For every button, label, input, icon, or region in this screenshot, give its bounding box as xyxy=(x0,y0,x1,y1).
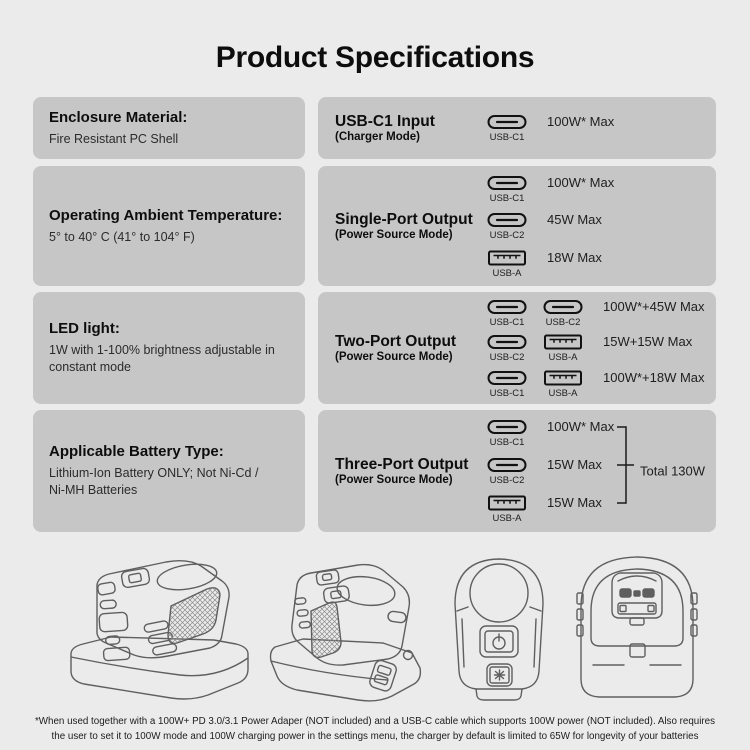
usb-c-icon xyxy=(543,298,583,316)
port-panel-heading xyxy=(335,113,435,143)
port-panel-two-port-output xyxy=(318,292,716,404)
port-label: USB-C1 xyxy=(489,316,525,328)
port-panel-heading xyxy=(335,333,456,363)
port-row xyxy=(487,249,614,279)
port-row xyxy=(487,174,614,204)
port-value: 18W Max xyxy=(547,249,602,265)
footnote xyxy=(0,715,750,744)
usb-c-icon xyxy=(487,174,527,192)
spec-panel-enclosure-material xyxy=(33,97,305,159)
usb-c-icon xyxy=(487,333,527,351)
port-label: USB-C2 xyxy=(489,475,525,486)
footnote-line-2: the user to set it to 100W mode and 100W charging power in the settings menu, the charger by default is limited to 65W for longevity of your batteries xyxy=(51,730,699,742)
port-panel-title: Three-Port Output xyxy=(335,456,469,474)
port-value: 100W*+18W Max xyxy=(603,369,705,385)
port-label: USB-A xyxy=(492,267,522,279)
spec-desc: 5° to 40° C (41° to 104° F) xyxy=(49,229,195,244)
port-value: 100W* Max xyxy=(547,114,615,129)
usb-a-icon xyxy=(543,333,583,351)
port-value: 100W* Max xyxy=(547,174,615,190)
port-value: 15W Max xyxy=(547,457,602,472)
spec-panel-battery-type xyxy=(33,410,305,532)
port-label: USB-C1 xyxy=(489,132,525,143)
port-panel-mode: (Power Source Mode) xyxy=(335,350,453,363)
port-value: 15W+15W Max xyxy=(603,334,693,349)
port-panel-usbc1-input xyxy=(318,97,716,159)
page-title: Product Specifications xyxy=(215,41,535,74)
port-label: USB-A xyxy=(548,387,578,399)
port-label: USB-A xyxy=(548,352,578,363)
port-row xyxy=(487,298,705,328)
port-panel-title: Two-Port Output xyxy=(335,333,457,351)
usb-c-icon xyxy=(487,369,527,387)
port-label: USB-C2 xyxy=(489,352,525,363)
port-label: USB-A xyxy=(492,513,522,524)
device-illustration-charger-angle-right xyxy=(262,554,430,702)
port-panel-heading xyxy=(335,211,473,241)
spec-panel-operating-temperature xyxy=(33,166,305,286)
usb-c-icon xyxy=(487,298,527,316)
port-panel-mode: (Power Source Mode) xyxy=(335,228,453,241)
usb-a-icon xyxy=(543,369,583,387)
port-label: USB-C2 xyxy=(489,230,525,241)
port-value: 15W Max xyxy=(547,495,602,510)
port-row xyxy=(487,211,614,241)
port-value: 100W* Max xyxy=(547,419,615,434)
port-value: 45W Max xyxy=(547,212,602,227)
device-illustration-light-front xyxy=(436,549,562,704)
spec-desc: Lithium-Ion Battery ONLY; Not Ni-Cd / Ni-MH Batteries xyxy=(49,466,259,497)
port-panel-mode: (Charger Mode) xyxy=(335,130,420,143)
spec-desc: 1W with 1-100% brightness adjustable in constant mode xyxy=(49,343,275,374)
port-panel-three-port-output xyxy=(318,410,716,532)
usb-c-icon xyxy=(487,113,527,131)
usb-c-icon xyxy=(487,211,527,229)
port-row xyxy=(487,333,705,363)
port-panel-single-port-output xyxy=(318,166,716,286)
total-wattage: Total 130W xyxy=(640,463,706,479)
port-panel-title: Single-Port Output xyxy=(335,211,473,229)
port-row xyxy=(487,369,705,399)
spec-title: Enclosure Material: xyxy=(49,108,188,126)
footnote-line-1: *When used together with a 100W+ PD 3.0/3.1 Power Adaper (NOT included) and a USB-C cable which supports 100W power (NOT included). Also requires xyxy=(34,716,716,727)
spec-desc: Fire Resistant PC Shell xyxy=(49,131,179,146)
device-illustration-light-back xyxy=(566,545,708,705)
port-panel-mode: (Power Source Mode) xyxy=(335,473,453,486)
spec-title: Operating Ambient Temperature: xyxy=(49,206,283,224)
port-panel-title: USB-C1 Input xyxy=(335,113,435,131)
port-value: 100W*+45W Max xyxy=(603,298,705,314)
spec-title: LED light: xyxy=(49,320,120,338)
device-illustration-charger-angle-left xyxy=(50,550,255,702)
spec-title: Applicable Battery Type: xyxy=(49,443,224,461)
port-label: USB-C1 xyxy=(489,387,525,399)
port-row xyxy=(487,113,614,143)
port-label: USB-C1 xyxy=(489,192,525,204)
port-label: USB-C2 xyxy=(545,316,581,328)
port-label: USB-C1 xyxy=(489,437,525,448)
spec-panel-led-light xyxy=(33,292,305,404)
usb-a-icon xyxy=(487,249,527,267)
